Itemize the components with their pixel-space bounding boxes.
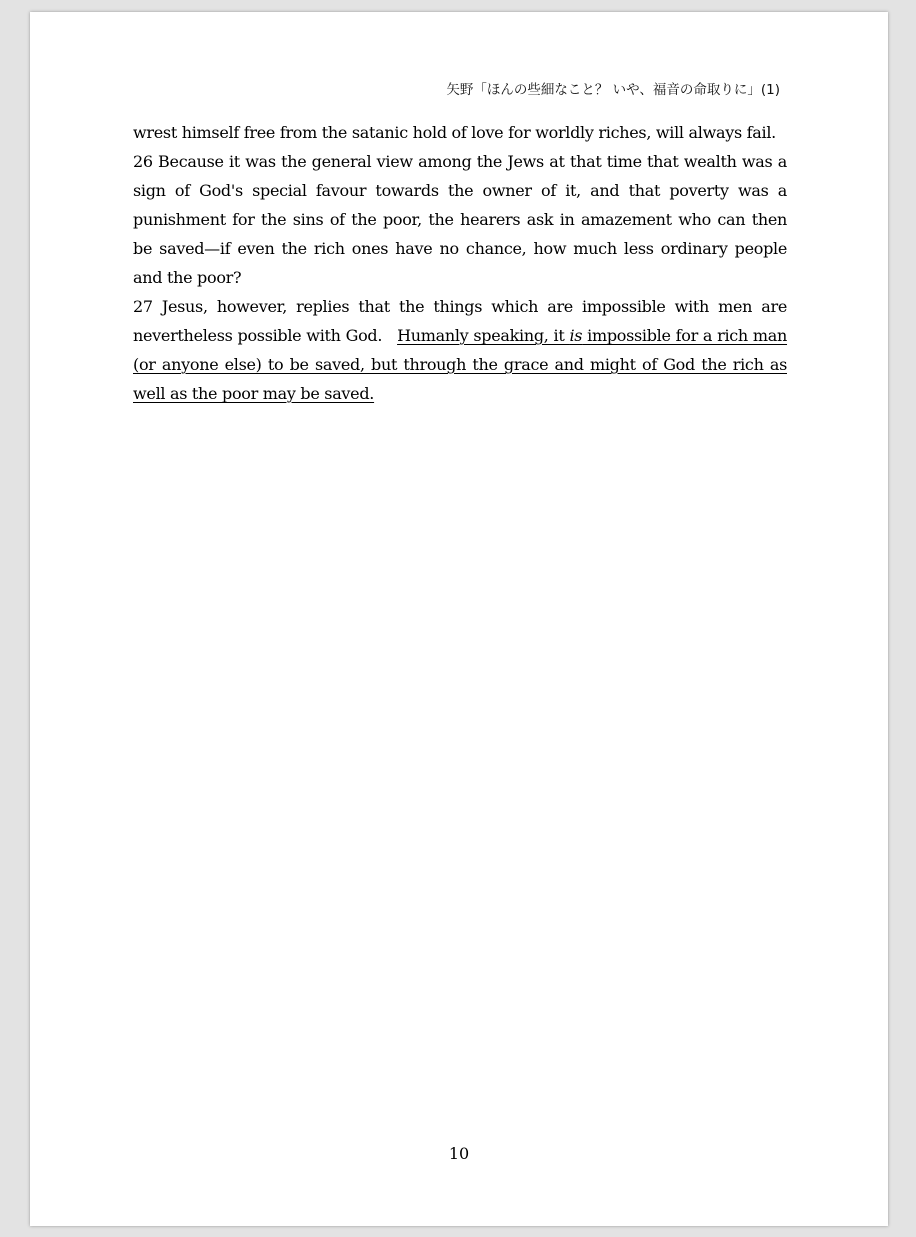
verse-27-text: 27 Jesus, however, replies that the things which are impossible with men are nevertheless possible with God. (133, 297, 787, 345)
paragraph-verse-26: 26 Because it was the general view among the Jews at that time that wealth was a sign of God's special favour towards the owner of it, and that poverty was a punishment for the sins of the poor, the hearers ask in amazement who can then be saved—if even the rich ones have no chance, how much less ordinary people and the poor? (133, 152, 787, 287)
page-number: 10 (448, 1144, 470, 1163)
running-header: 矢野「ほんの些細なこと？ いや、福音の命取りに」(1) (446, 82, 780, 98)
paragraph-verse-27 (133, 292, 787, 408)
underlined-text-part-2: impossible for a rich man (or anyone else) to be saved, but through the grace and might of God the rich as well as the poor may be saved. (133, 326, 788, 403)
body-text (133, 118, 787, 408)
paragraph-continuation: wrest himself free from the satanic hold of love for worldly riches, will always fail. (133, 123, 776, 142)
document-page (30, 12, 888, 1226)
emphasized-word: is (569, 326, 583, 345)
underlined-text-part-1: Humanly speaking, it (397, 326, 570, 345)
